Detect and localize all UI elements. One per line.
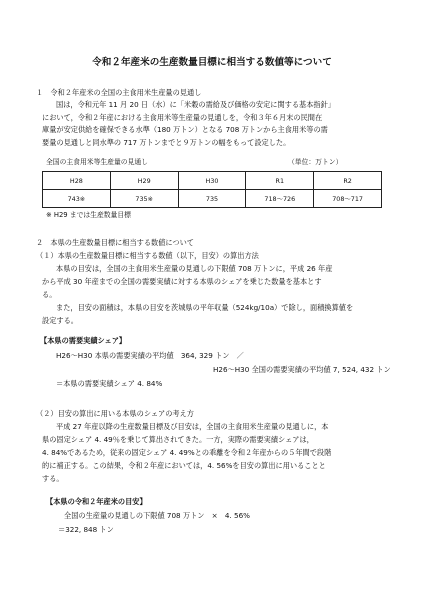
target-result: ＝322, 848 トン (58, 525, 114, 534)
share-box-heading: 【本県の需要実績シェア】 (40, 336, 127, 345)
sub1-para-line: から平成 30 年産までの全国の需要実績に対する本県のシェアを乗じた数量を基本とす (42, 277, 322, 286)
table-cell: 735 (178, 190, 246, 208)
sub2-para-line: 的に補正する。この結果，令和２年産においては，4. 56%を目安の算出に用いることと (42, 461, 326, 470)
section1-para-line: において，令和２年産における主食用米等生産量の見通しを，令和３年６月末の民間在 (42, 113, 323, 122)
table-cell: 718～726 (246, 190, 314, 208)
table-header-cell: R2 (314, 172, 382, 190)
page-title: 令和２年産米の生産数量目標に相当する数値等について (92, 57, 332, 68)
supply-outlook-table (42, 171, 382, 208)
section1-para-line: 庫量が安定供給を確保できる水準（180 万トン）となる 708 万トンから主食用米等の需 (42, 125, 328, 134)
table-note: ※ H29 までは生産数量目標 (46, 211, 131, 219)
table-cell: 735※ (110, 190, 178, 208)
sub2-para-line: 平成 27 年産以降の生産数量目標及び目安は，全国の主食用米生産量の見通しに，本 (56, 422, 329, 431)
target-box-heading: 【本県の令和２年産米の目安】 (46, 497, 147, 506)
section2-heading: ２ 本県の生産数量目標に相当する数値について (36, 238, 194, 247)
table-header-cell: H28 (43, 172, 111, 190)
table-header-cell: H30 (178, 172, 246, 190)
table-cell: 708～717 (314, 190, 382, 208)
share-line: H26～H30 本県の需要実績の平均値 364, 329 トン ／ (56, 351, 244, 360)
sub2-para-line: する。 (42, 474, 64, 483)
table-caption: 全国の主食用米等生産量の見通し (46, 158, 148, 166)
section1-para-line: 要量の見通しと同水準の 717 万トンまでと９万トンの幅をもって設定した。 (42, 138, 291, 147)
table-header-row (43, 172, 382, 190)
section1-para-line: 国は，令和元年 11 月 20 日（水）に「米穀の需給及び価格の安定に関する基本指針」 (56, 100, 335, 109)
section2-sub2-heading: （２）目安の算出に用いる本県のシェアの考え方 (36, 409, 194, 418)
table-unit: （単位：万トン） (288, 158, 343, 166)
share-line: H26～H30 全国の需要実績の平均値 7, 524, 432 トン (213, 365, 391, 374)
sub2-para-line: 4. 84%であるため，従来の固定シェア 4. 49%との乖離を令和２年産からの５年間で段階 (42, 448, 332, 457)
section2-sub1-heading: （１）本県の生産数量目標に相当する数値（以下，目安）の算出方法 (36, 251, 259, 260)
sub1-para-line: 本県の目安は，全国の主食用米生産量の見通しの下限値 708 万トンに，平成 26 年産 (56, 264, 333, 273)
table-row (43, 190, 382, 208)
table-header-cell: R1 (246, 172, 314, 190)
sub2-para-line: 県の固定シェア 4. 49％を乗じて算出されてきた。一方，実際の需要実績シェアは， (42, 435, 314, 444)
table-header-cell: H29 (110, 172, 178, 190)
sub1-para-line: る。 (42, 290, 57, 299)
target-line: 全国の生産量の見通しの下限値 708 万トン × 4. 56% (64, 511, 250, 520)
sub1-para2-line: 設定する。 (42, 316, 78, 325)
table-cell: 743※ (43, 190, 111, 208)
sub1-para2-line: また，目安の面積は，本県の目安を茨城県の平年収量（524kg/10a）で除し，面積換算値を (56, 303, 354, 312)
share-result: ＝本県の需要実績シェア 4. 84% (56, 379, 163, 388)
section1-heading: １ 令和２年産米の全国の主食用米生産量の見通し (36, 88, 202, 97)
